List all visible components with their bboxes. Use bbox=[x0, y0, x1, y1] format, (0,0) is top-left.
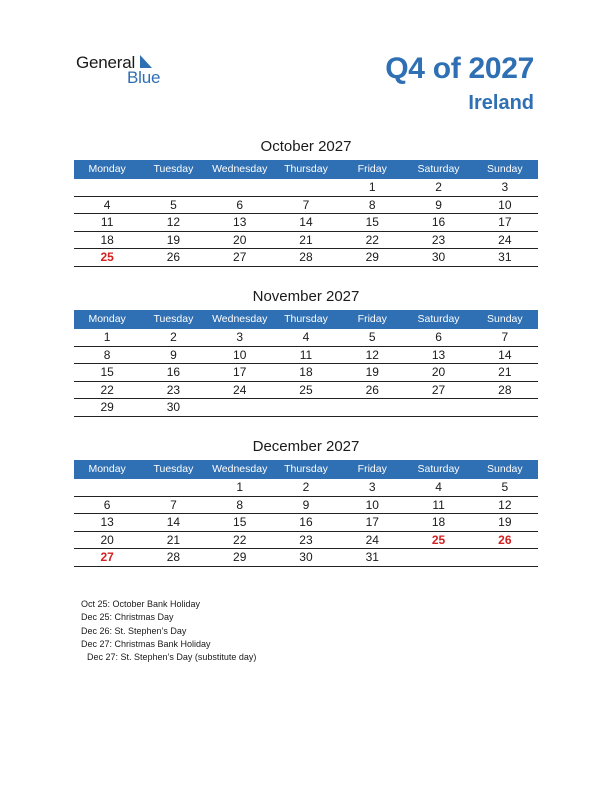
day-cell: 30 bbox=[166, 400, 181, 414]
day-cell: 5 bbox=[170, 197, 177, 212]
day-cell: 15 bbox=[365, 215, 379, 229]
day-cell bbox=[273, 399, 339, 416]
day-cell: 4 bbox=[103, 197, 111, 212]
day-cell: 3 bbox=[368, 480, 376, 494]
holiday-item: Dec 26: St. Stephen’s Day bbox=[81, 625, 187, 636]
day-cell bbox=[472, 399, 538, 416]
day-cell: 13 bbox=[100, 515, 114, 529]
weekday-label: Saturday bbox=[417, 163, 460, 175]
brand-logo bbox=[76, 53, 176, 87]
day-cell: 27 bbox=[100, 550, 114, 564]
day-cell: 9 bbox=[170, 347, 177, 362]
logo-text-general: General bbox=[76, 53, 136, 72]
month-calendar bbox=[74, 438, 538, 567]
week-row bbox=[74, 197, 538, 215]
week-row bbox=[74, 514, 538, 532]
day-cell: 16 bbox=[431, 215, 446, 229]
day-cell bbox=[74, 479, 140, 496]
weekday-label: Saturday bbox=[417, 463, 460, 475]
day-cell: 8 bbox=[368, 197, 376, 212]
week-row bbox=[74, 329, 538, 347]
day-cell: 31 bbox=[365, 550, 379, 564]
week-row bbox=[74, 497, 538, 515]
day-cell: 3 bbox=[236, 330, 244, 344]
day-cell: 7 bbox=[170, 497, 177, 512]
week-row bbox=[74, 532, 538, 550]
weekday-label: Thursday bbox=[284, 313, 328, 325]
day-cell: 20 bbox=[431, 365, 446, 379]
week-row bbox=[74, 179, 538, 197]
day-cell bbox=[405, 549, 471, 566]
day-cell: 1 bbox=[103, 330, 111, 344]
day-cell: 29 bbox=[365, 250, 379, 264]
day-cell: 12 bbox=[166, 215, 181, 229]
day-cell: 15 bbox=[233, 515, 247, 529]
holiday-item: Dec 27: Christmas Bank Holiday bbox=[81, 638, 211, 649]
day-cell bbox=[273, 179, 339, 196]
day-cell: 28 bbox=[166, 550, 181, 564]
day-cell: 18 bbox=[100, 232, 114, 247]
day-cell: 30 bbox=[431, 250, 446, 264]
day-cell: 6 bbox=[103, 497, 111, 512]
weekday-header bbox=[74, 460, 538, 479]
day-cell: 21 bbox=[498, 365, 512, 379]
weekday-header bbox=[74, 310, 538, 329]
weekday-label: Thursday bbox=[284, 163, 328, 175]
day-cell: 1 bbox=[368, 180, 376, 194]
day-cell bbox=[339, 399, 405, 416]
weekday-label: Thursday bbox=[284, 463, 328, 475]
holiday-item: Oct 25: October Bank Holiday bbox=[81, 599, 201, 609]
week-row bbox=[74, 364, 538, 382]
day-cell: 23 bbox=[299, 532, 313, 547]
day-cell: 2 bbox=[170, 330, 177, 344]
weekday-label: Wednesday bbox=[212, 163, 268, 175]
day-cell bbox=[140, 479, 206, 496]
day-cell: 12 bbox=[365, 347, 379, 362]
weekday-label: Sunday bbox=[487, 313, 523, 325]
flag-icon bbox=[140, 55, 152, 68]
day-cell: 20 bbox=[233, 232, 247, 247]
month-calendar bbox=[74, 288, 538, 417]
day-cell: 25 bbox=[299, 382, 313, 397]
week-row bbox=[74, 249, 538, 267]
day-cell: 11 bbox=[432, 497, 445, 512]
day-cell: 7 bbox=[302, 197, 310, 212]
day-cell: 8 bbox=[236, 497, 244, 512]
weekday-label: Monday bbox=[88, 313, 126, 325]
day-cell: 15 bbox=[100, 365, 114, 379]
day-cell: 5 bbox=[501, 480, 509, 494]
day-cell: 19 bbox=[166, 232, 181, 247]
day-cell: 9 bbox=[435, 197, 442, 212]
week-row bbox=[74, 399, 538, 417]
weekday-label: Friday bbox=[357, 313, 387, 325]
day-cell: 27 bbox=[233, 250, 247, 264]
day-cell: 26 bbox=[498, 532, 512, 547]
month-calendar bbox=[74, 138, 538, 267]
day-cell: 8 bbox=[103, 347, 111, 362]
day-cell: 17 bbox=[498, 215, 512, 229]
day-cell: 20 bbox=[100, 532, 114, 547]
weekday-label: Sunday bbox=[487, 463, 523, 475]
day-cell: 10 bbox=[365, 497, 379, 512]
day-cell: 1 bbox=[236, 480, 244, 494]
day-cell: 21 bbox=[299, 232, 313, 247]
weekday-label: Tuesday bbox=[153, 463, 194, 475]
day-cell bbox=[140, 179, 206, 196]
page-title: Q4 of 2027 bbox=[385, 52, 534, 85]
day-cell: 23 bbox=[166, 382, 181, 397]
week-row bbox=[74, 549, 538, 567]
day-cell: 12 bbox=[498, 497, 512, 512]
day-cell: 4 bbox=[302, 330, 310, 344]
day-cell: 18 bbox=[299, 365, 313, 379]
month-title: November 2027 bbox=[252, 288, 360, 305]
day-cell: 31 bbox=[498, 250, 512, 264]
day-cell: 5 bbox=[368, 330, 376, 344]
day-cell bbox=[472, 549, 538, 566]
week-row bbox=[74, 347, 538, 365]
logo-text-blue: Blue bbox=[127, 68, 161, 87]
day-cell: 16 bbox=[166, 365, 181, 379]
weekday-header bbox=[74, 160, 538, 179]
weekday-label: Sunday bbox=[487, 163, 523, 175]
day-cell: 6 bbox=[236, 197, 244, 212]
day-cell: 9 bbox=[302, 497, 310, 512]
week-row bbox=[74, 214, 538, 232]
week-row bbox=[74, 232, 538, 250]
day-cell: 17 bbox=[233, 365, 247, 379]
day-cell: 26 bbox=[166, 250, 181, 264]
day-cell: 25 bbox=[431, 532, 446, 547]
holiday-list bbox=[81, 598, 256, 664]
weekday-label: Monday bbox=[88, 163, 126, 175]
day-cell: 22 bbox=[233, 532, 247, 547]
day-cell: 19 bbox=[498, 515, 512, 529]
day-cell: 16 bbox=[299, 515, 313, 529]
day-cell: 10 bbox=[233, 347, 247, 362]
day-cell: 19 bbox=[365, 365, 379, 379]
day-cell: 30 bbox=[299, 550, 313, 564]
day-cell: 3 bbox=[501, 180, 509, 194]
day-cell: 14 bbox=[299, 215, 313, 229]
week-row bbox=[74, 479, 538, 497]
day-cell: 2 bbox=[435, 180, 442, 194]
weekday-label: Wednesday bbox=[212, 313, 268, 325]
day-cell: 11 bbox=[299, 347, 313, 362]
day-cell: 25 bbox=[100, 250, 114, 264]
day-cell: 23 bbox=[431, 232, 446, 247]
day-cell: 28 bbox=[299, 250, 313, 264]
day-cell: 2 bbox=[302, 480, 310, 494]
day-cell: 6 bbox=[435, 330, 442, 344]
country-subtitle: Ireland bbox=[468, 92, 534, 114]
day-cell: 4 bbox=[435, 480, 442, 494]
day-cell: 7 bbox=[501, 330, 509, 344]
week-row bbox=[74, 382, 538, 400]
day-cell bbox=[207, 399, 273, 416]
weekday-label: Friday bbox=[357, 463, 387, 475]
weekday-label: Tuesday bbox=[153, 163, 194, 175]
holiday-item: Dec 25: Christmas Day bbox=[81, 612, 174, 623]
day-cell: 18 bbox=[431, 515, 446, 529]
day-cell: 24 bbox=[498, 232, 512, 247]
day-cell: 10 bbox=[498, 197, 512, 212]
day-cell: 29 bbox=[100, 400, 114, 414]
day-cell: 22 bbox=[365, 232, 379, 247]
day-cell bbox=[207, 179, 273, 196]
day-cell: 22 bbox=[100, 382, 114, 397]
weekday-label: Wednesday bbox=[212, 463, 268, 475]
day-cell: 28 bbox=[498, 382, 512, 397]
day-cell: 13 bbox=[431, 347, 446, 362]
month-title: December 2027 bbox=[252, 438, 360, 455]
day-cell: 11 bbox=[100, 215, 114, 229]
weekday-label: Friday bbox=[357, 163, 387, 175]
holiday-item: Dec 27: St. Stephen’s Day (substitute day) bbox=[87, 652, 257, 663]
weekday-label: Tuesday bbox=[153, 313, 194, 325]
day-cell: 21 bbox=[166, 532, 181, 547]
day-cell: 29 bbox=[233, 550, 247, 564]
weekday-label: Monday bbox=[88, 463, 126, 475]
day-cell: 24 bbox=[233, 382, 247, 397]
day-cell: 14 bbox=[498, 347, 512, 362]
day-cell: 13 bbox=[233, 215, 247, 229]
day-cell: 17 bbox=[365, 515, 379, 529]
day-cell: 14 bbox=[166, 515, 181, 529]
month-title: October 2027 bbox=[260, 138, 352, 155]
day-cell: 26 bbox=[365, 382, 379, 397]
day-cell bbox=[74, 179, 140, 196]
weekday-label: Saturday bbox=[417, 313, 460, 325]
day-cell bbox=[405, 399, 471, 416]
day-cell: 27 bbox=[431, 382, 446, 397]
day-cell: 24 bbox=[365, 532, 379, 547]
